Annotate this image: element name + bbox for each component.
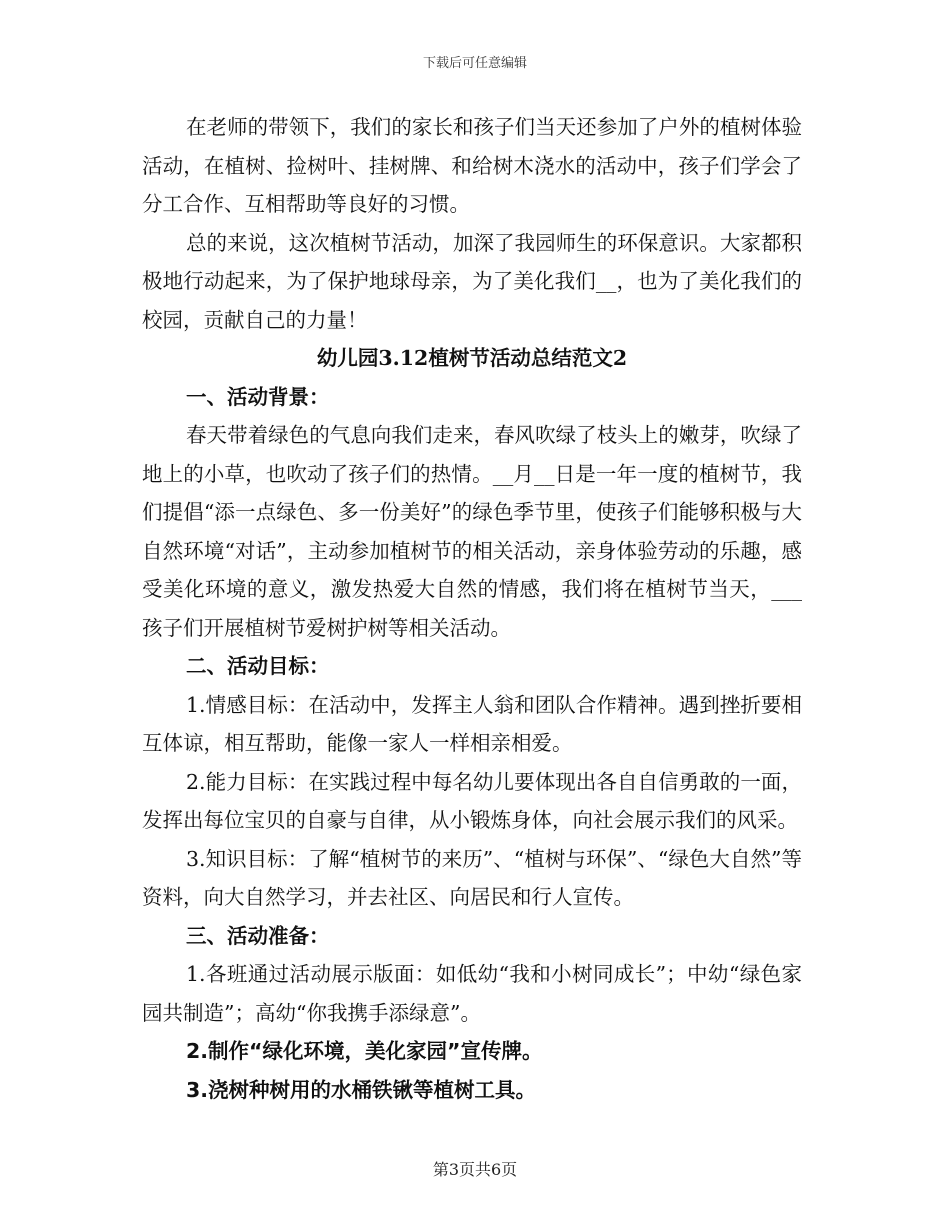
page-footer: 第3页共6页	[432, 1160, 518, 1179]
heading-background: 一、活动背景：	[186, 384, 330, 409]
goal-item-3: 3.知识目标：了解“植树节的来历”、“植树与环保”、“绿色大自然”等资料，向大自然学习，并去社区、向居民和行人宣传。	[142, 846, 802, 909]
background-paragraph: 春天带着绿色的气息向我们走来，春风吹绿了枝头上的嫩芽，吹绿了地上的小草，也吹动了孩子们的热情。__月__日是一年一度的植树节，我们提倡“添一点绿色、多一份美好”的绿色季节里，使孩子们能够积极与大自然环境“对话”，主动参加植树节的相关活动，亲身体验劳动的乐趣，感受美化环境的意义，激发热爱大自然的情感，我们将在植树节当天，___孩子们开展植树节爱树护树等相关活动。	[142, 423, 802, 640]
section-title: 幼儿园3.12植树节活动总结范文2	[316, 346, 628, 370]
heading-preparation: 三、活动准备：	[186, 923, 330, 948]
prep-item-1: 1.各班通过活动展示版面：如低幼“我和小树同成长”；中幼“绿色家园共制造”；高幼“你我携手添绿意”。	[142, 962, 802, 1025]
page-header: 下载后可任意编辑	[422, 56, 527, 71]
prep-item-2: 2.制作“绿化环境，美化家园”宣传牌。	[186, 1039, 543, 1063]
paragraph-1: 在老师的带领下，我们的家长和孩子们当天还参加了户外的植树体验活动，在植树、捡树叶、挂树牌、和给树木浇水的活动中，孩子们学会了分工合作、互相帮助等良好的习惯。	[142, 115, 802, 216]
document-body	[142, 108, 802, 1109]
prep-item-3: 3.浇树种树用的水桶铁锹等植树工具。	[186, 1077, 537, 1102]
goal-item-2: 2.能力目标：在实践过程中每名幼儿要体现出各自自信勇敢的一面，发挥出每位宝贝的自豪与自律，从小锻炼身体，向社会展示我们的风采。	[142, 769, 802, 832]
heading-goals: 二、活动目标：	[186, 654, 330, 678]
goal-item-1: 1.情感目标：在活动中，发挥主人翁和团队合作精神。遇到挫折要相互体谅，相互帮助，能像一家人一样相亲相爱。	[142, 692, 802, 755]
paragraph-2: 总的来说，这次植树节活动，加深了我园师生的环保意识。大家都积极地行动起来，为了保护地球母亲，为了美化我们__，也为了美化我们的校园，贡献自己的力量！	[142, 230, 802, 332]
